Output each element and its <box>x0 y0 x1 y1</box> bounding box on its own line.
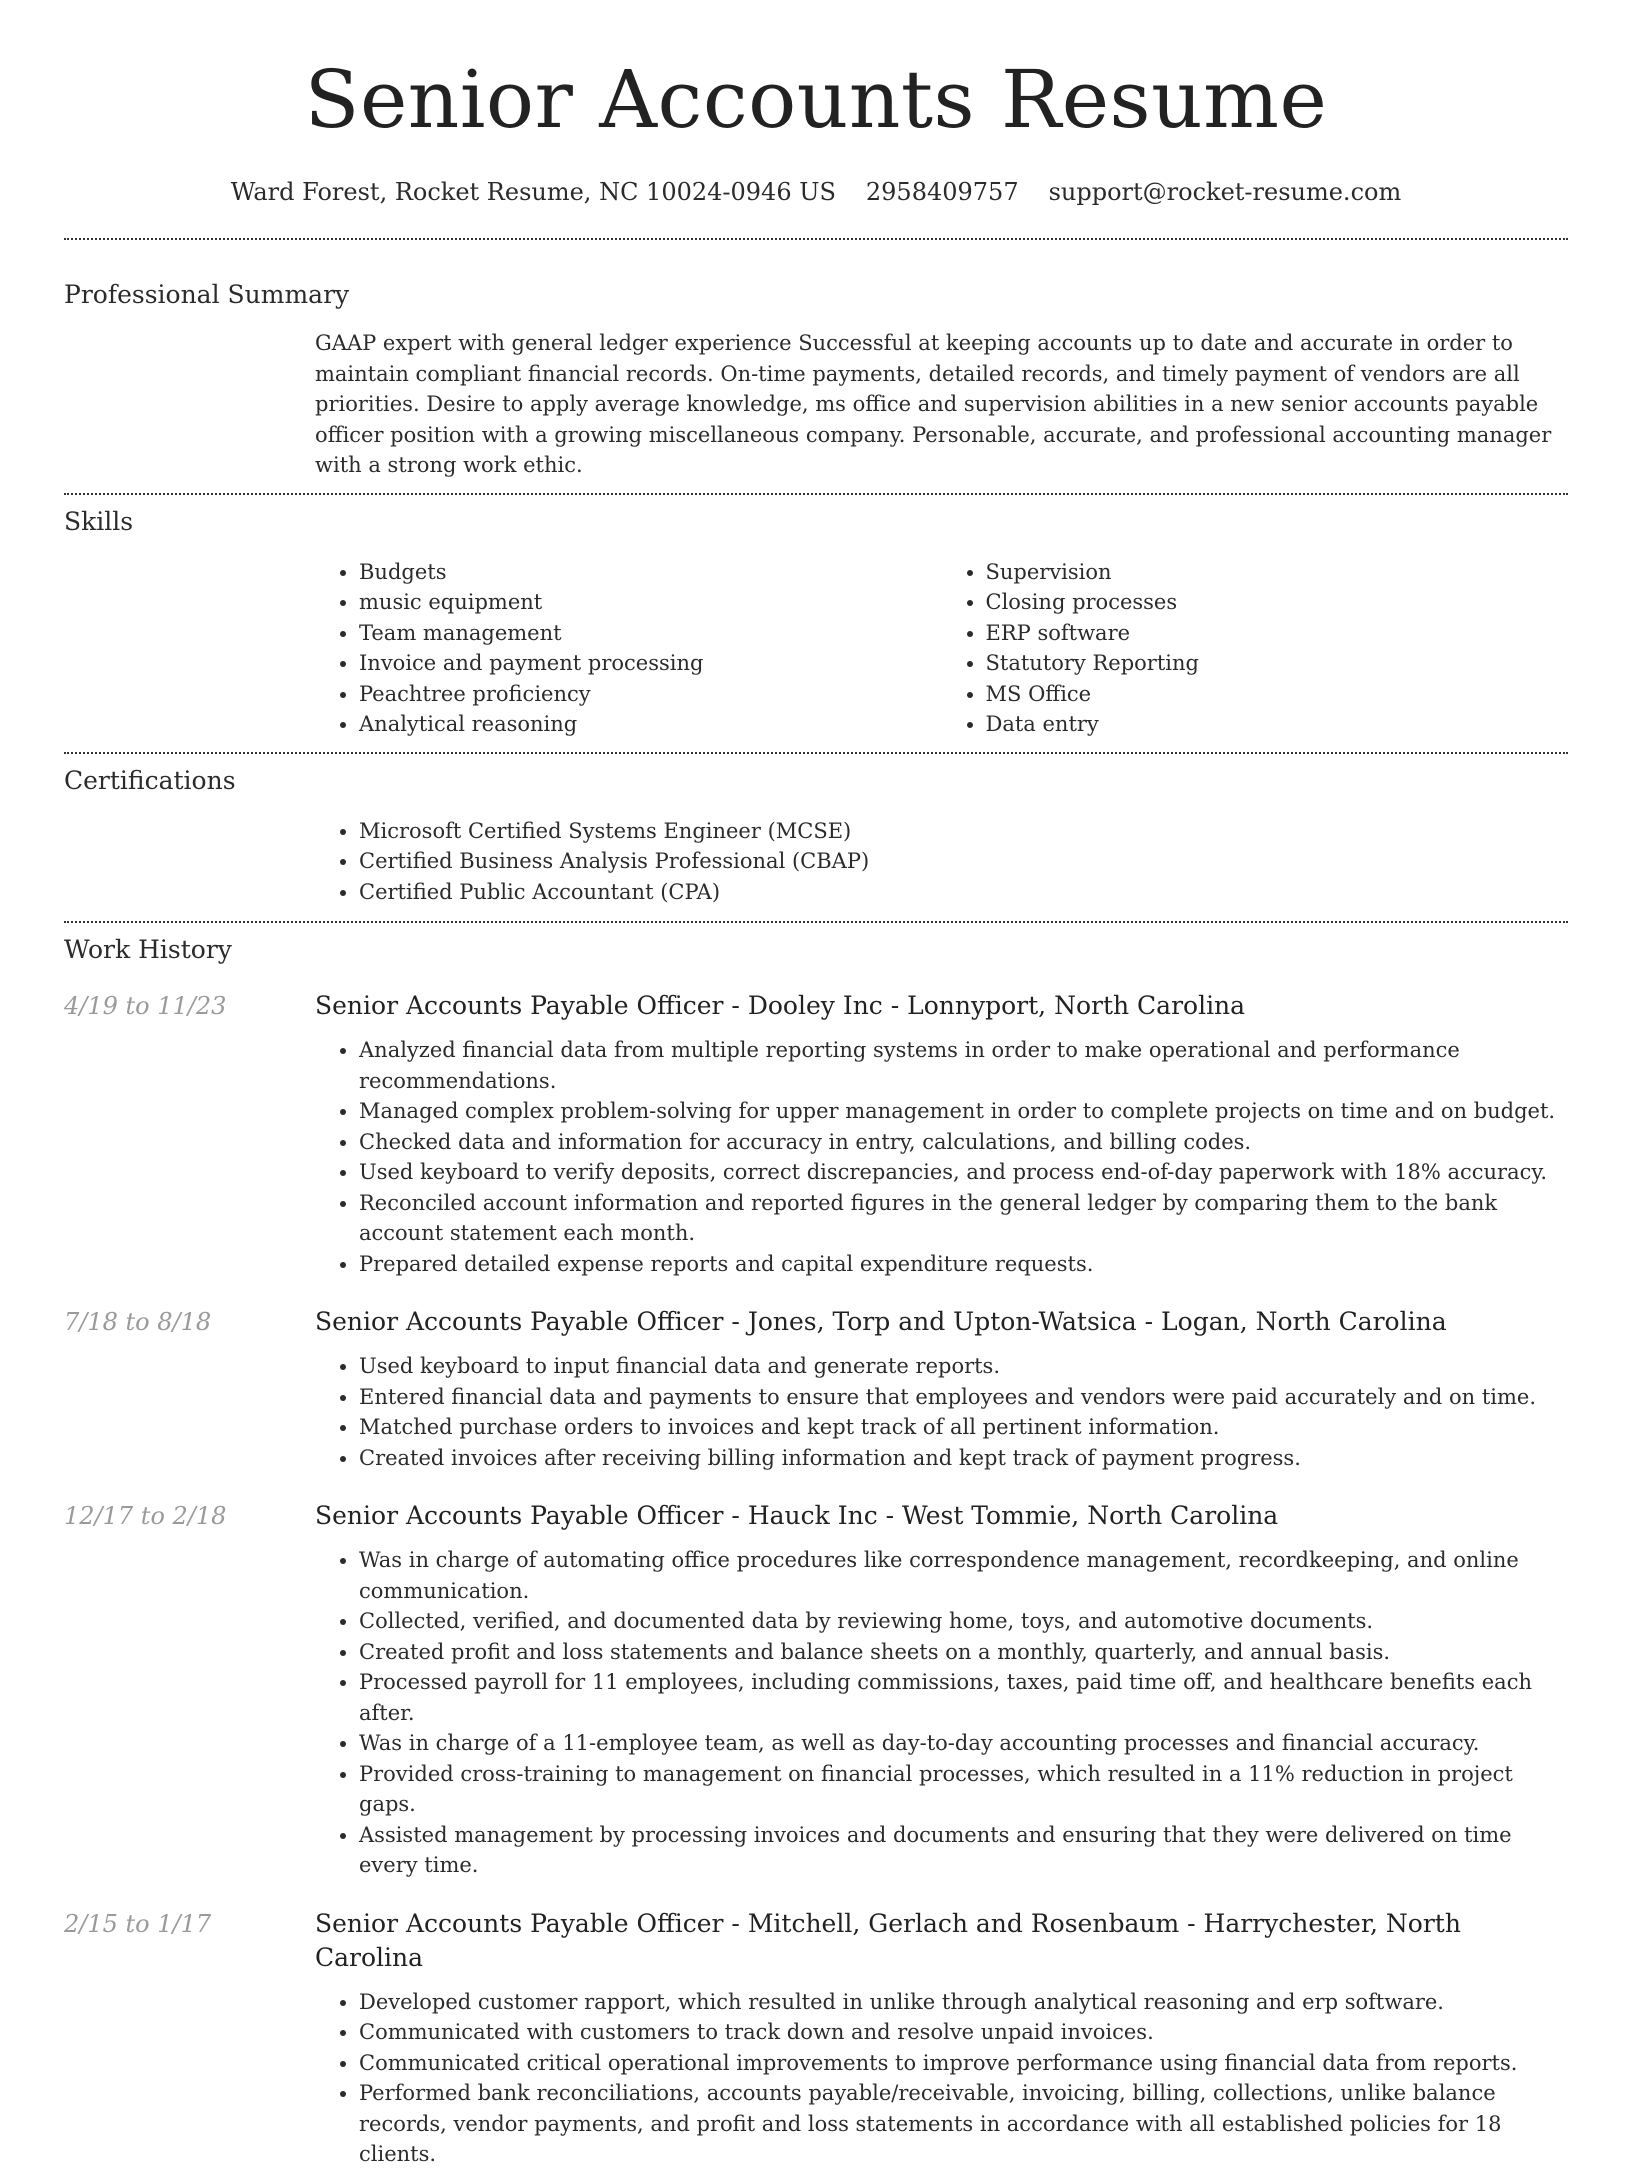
list-item: • Used keyboard to input financial data and generate reports. <box>359 1351 1568 1382</box>
list-item: • Statutory Reporting <box>986 648 1569 679</box>
contact-email: support@rocket-resume.com <box>1048 178 1402 206</box>
list-item: • Matched purchase orders to invoices and kept track of all pertinent information. <box>359 1412 1568 1443</box>
skills-content <box>315 557 1568 740</box>
job-header <box>64 1305 1568 1339</box>
list-item: • Communicated with customers to track down and resolve unpaid invoices. <box>359 2017 1568 2048</box>
page-title: Senior Accounts Resume <box>304 53 1328 146</box>
job-entry <box>64 989 1568 1279</box>
certifications-section <box>64 754 1568 908</box>
work-history-section <box>64 923 1568 2170</box>
job-header <box>64 989 1568 1023</box>
skills-heading: Skills <box>64 506 134 536</box>
list-item: • Provided cross-training to management on financial processes, which resulted in a 11% reduction in project gaps. <box>359 1759 1568 1820</box>
list-item: • music equipment <box>359 587 942 618</box>
list-item: • Was in charge of automating office procedures like correspondence management, recordkeeping, and online communication. <box>359 1545 1568 1606</box>
job-title: Senior Accounts Payable Officer - Mitchell, Gerlach and Rosenbaum - Harrychester, North Carolina <box>315 1908 1461 1972</box>
job-entry <box>64 1499 1568 1881</box>
summary-section <box>64 240 1568 481</box>
job-duties-list <box>315 1545 1568 1881</box>
certifications-content <box>315 816 1568 908</box>
list-item: • Entered financial data and payments to ensure that employees and vendors were paid accurately and on time. <box>359 1382 1568 1413</box>
list-item: • Collected, verified, and documented data by reviewing home, toys, and automotive documents. <box>359 1606 1568 1637</box>
job-duties <box>315 1545 1568 1881</box>
job-duties-list <box>315 1035 1568 1279</box>
list-item: • Managed complex problem-solving for upper management in order to complete projects on time and on budget. <box>359 1096 1568 1127</box>
skills-right-list <box>942 557 1569 740</box>
list-item: • Assisted management by processing invoices and documents and ensuring that they were delivered on time every time. <box>359 1820 1568 1881</box>
contact-phone: 2958409757 <box>865 178 1019 206</box>
summary-heading: Professional Summary <box>64 280 350 309</box>
job-title: Senior Accounts Payable Officer - Dooley Inc - Lonnyport, North Carolina <box>315 991 1246 1020</box>
job-duties-list <box>315 1351 1568 1473</box>
list-item: • Supervision <box>986 557 1569 588</box>
list-item: • Certified Public Accountant (CPA) <box>359 877 1568 908</box>
list-item: • ERP software <box>986 618 1569 649</box>
contact-address: Ward Forest, Rocket Resume, NC 10024-0946 US <box>230 178 836 206</box>
list-item: • Team management <box>359 618 942 649</box>
skills-section <box>64 495 1568 740</box>
list-item: • Invoice and payment processing <box>359 648 942 679</box>
summary-content <box>315 328 1568 481</box>
job-duties-list <box>315 1987 1568 2170</box>
list-item: • Created invoices after receiving billing information and kept track of payment progress. <box>359 1443 1568 1474</box>
work-history-heading: Work History <box>64 935 232 964</box>
job-entry <box>64 1907 1568 2170</box>
list-item: • Used keyboard to verify deposits, correct discrepancies, and process end-of-day paperwork with 18% accuracy. <box>359 1157 1568 1188</box>
job-dates: 7/18 to 8/18 <box>64 1308 212 1336</box>
list-item: • Data entry <box>986 709 1569 740</box>
skills-left-list <box>315 557 942 740</box>
job-header <box>64 1907 1568 1975</box>
list-item: • Checked data and information for accuracy in entry, calculations, and billing codes. <box>359 1127 1568 1158</box>
job-dates: 12/17 to 2/18 <box>64 1502 227 1530</box>
certifications-list <box>315 816 1568 908</box>
list-item: • Prepared detailed expense reports and capital expenditure requests. <box>359 1249 1568 1280</box>
list-item: • Communicated critical operational improvements to improve performance using financial data from reports. <box>359 2048 1568 2079</box>
list-item: • Budgets <box>359 557 942 588</box>
list-item: • Reconciled account information and reported figures in the general ledger by comparing them to the bank account statement each month. <box>359 1188 1568 1249</box>
list-item: • Closing processes <box>986 587 1569 618</box>
job-title: Senior Accounts Payable Officer - Jones, Torp and Upton-Watsica - Logan, North Carolina <box>315 1307 1447 1336</box>
certifications-heading: Certifications <box>64 765 236 795</box>
list-item: • MS Office <box>986 679 1569 710</box>
list-item: • Processed payroll for 11 employees, including commissions, taxes, paid time off, and healthcare benefits each after. <box>359 1667 1568 1728</box>
list-item: • Analyzed financial data from multiple reporting systems in order to make operational and performance recommendations. <box>359 1035 1568 1096</box>
job-entry <box>64 1305 1568 1473</box>
job-duties <box>315 1351 1568 1473</box>
job-header <box>64 1499 1568 1533</box>
contact-line <box>64 176 1568 208</box>
list-item: • Certified Business Analysis Professional (CBAP) <box>359 846 1568 877</box>
list-item: • Microsoft Certified Systems Engineer (MCSE) <box>359 816 1568 847</box>
list-item: • Created profit and loss statements and balance sheets on a monthly, quarterly, and annual basis. <box>359 1637 1568 1668</box>
list-item: • Developed customer rapport, which resulted in unlike through analytical reasoning and erp software. <box>359 1987 1568 2018</box>
summary-text: GAAP expert with general ledger experience Successful at keeping accounts up to date and accurate in order to maintain compliant financial records. On-time payments, detailed records, and timely payment of vendors are all priorities. Desire to apply average knowledge, ms office and supervision abilities in a new senior accounts payable officer position with a growing miscellaneous company. Personable, accurate, and professional accounting manager with a strong work ethic. <box>315 331 1552 477</box>
job-duties <box>315 1035 1568 1279</box>
job-title: Senior Accounts Payable Officer - Hauck Inc - West Tommie, North Carolina <box>315 1501 1279 1530</box>
job-dates: 2/15 to 1/17 <box>64 1909 212 1938</box>
job-duties <box>315 1987 1568 2170</box>
list-item: • Analytical reasoning <box>359 709 942 740</box>
list-item: • Performed bank reconciliations, accounts payable/receivable, invoicing, billing, collections, unlike balance records, vendor payments, and profit and loss statements in accordance with all established policies for 18 clients. <box>359 2078 1568 2170</box>
job-dates: 4/19 to 11/23 <box>64 992 227 1020</box>
list-item: • Peachtree proficiency <box>359 679 942 710</box>
list-item: • Was in charge of a 11-employee team, as well as day-to-day accounting processes and financial accuracy. <box>359 1728 1568 1759</box>
